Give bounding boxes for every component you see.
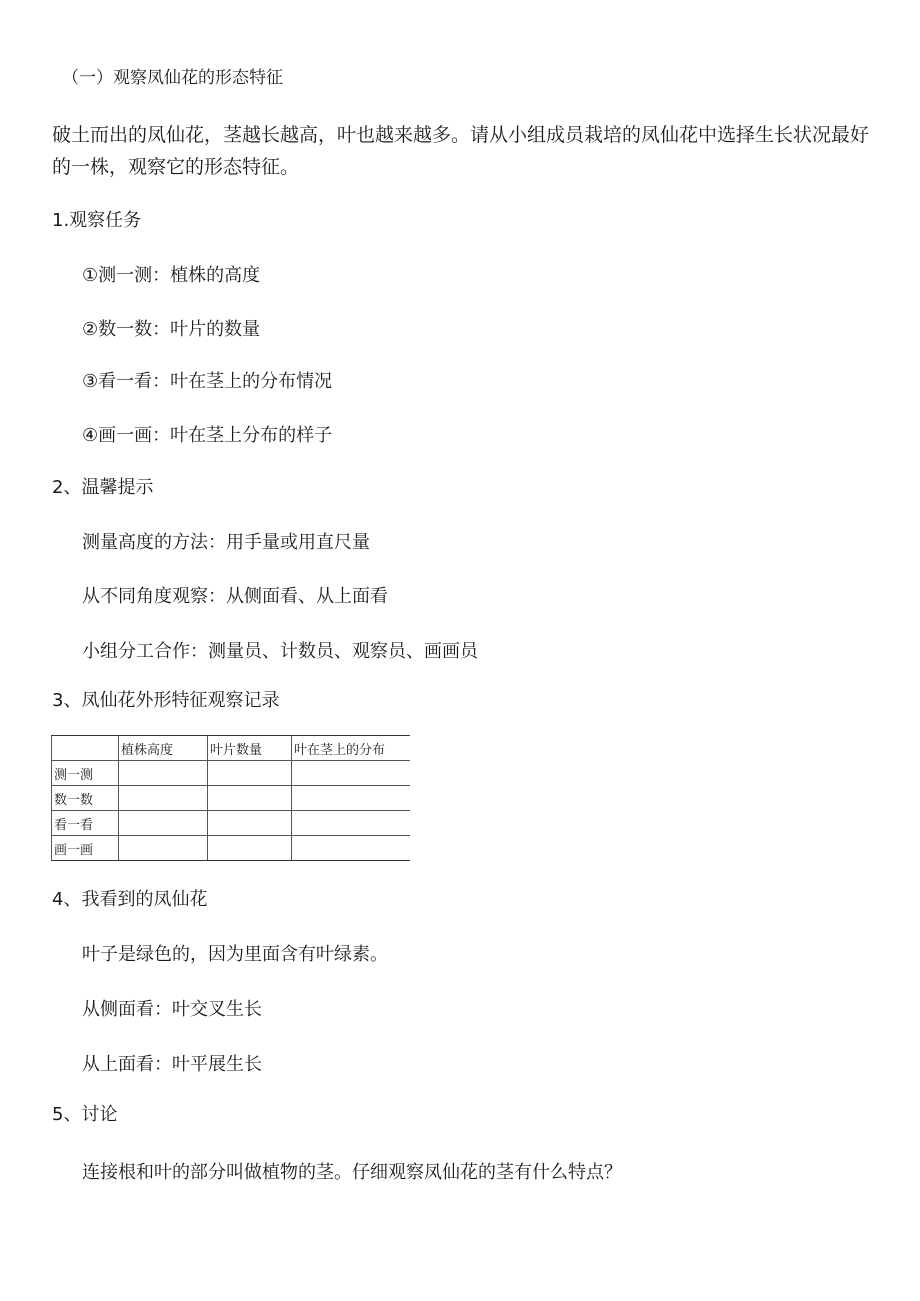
- observation-record-table: [51, 735, 410, 861]
- table-header-cell: [52, 736, 119, 761]
- section-heading-seen: 4、我看到的凤仙花: [52, 889, 208, 910]
- table-header-cell: 植株高度: [119, 736, 208, 761]
- table-row-label: 测一测: [52, 761, 119, 786]
- table-cell: [292, 786, 410, 811]
- task-item: ③看一看：叶在茎上的分布情况: [82, 371, 333, 392]
- section-heading-tasks: 1.观察任务: [52, 210, 142, 231]
- table-row-label: 看一看: [52, 811, 119, 836]
- discuss-item: 连接根和叶的部分叫做植物的茎。仔细观察凤仙花的茎有什么特点？: [82, 1162, 622, 1183]
- table-cell: [119, 786, 208, 811]
- table-header-row: [52, 736, 410, 761]
- table-row: [52, 786, 410, 811]
- tip-item: 测量高度的方法：用手量或用直尺量: [82, 532, 370, 553]
- table-cell: [208, 836, 292, 861]
- table-cell: [292, 836, 410, 861]
- table-cell: [119, 811, 208, 836]
- table-cell: [208, 786, 292, 811]
- section-heading-discuss: 5、讨论: [52, 1104, 118, 1125]
- table-row-label: 画一画: [52, 836, 119, 861]
- task-item: ②数一数：叶片的数量: [82, 319, 261, 340]
- table-cell: [292, 811, 410, 836]
- table-cell: [119, 761, 208, 786]
- table-header-cell: 叶片数量: [208, 736, 292, 761]
- table-row-label: 数一数: [52, 786, 119, 811]
- seen-item: 从侧面看：叶交叉生长: [82, 999, 262, 1020]
- table-cell: [208, 811, 292, 836]
- table-row: [52, 761, 410, 786]
- intro-paragraph-line-1: 破土而出的凤仙花，茎越长越高，叶也越来越多。请从小组成员栽培的凤仙花中选择生长状况最好: [52, 124, 870, 146]
- section-heading-record: 3、凤仙花外形特征观察记录: [52, 690, 280, 711]
- section-heading-tips: 2、温馨提示: [52, 477, 154, 498]
- table-cell: [208, 761, 292, 786]
- page-title: （一）观察凤仙花的形态特征: [62, 68, 283, 88]
- task-item: ①测一测：植株的高度: [82, 265, 261, 286]
- table-cell: [119, 836, 208, 861]
- seen-item: 叶子是绿色的，因为里面含有叶绿素。: [82, 944, 388, 965]
- table-header-cell: 叶在茎上的分布: [292, 736, 410, 761]
- intro-paragraph-line-2: 的一株，观察它的形态特征。: [52, 156, 300, 178]
- seen-item: 从上面看：叶平展生长: [82, 1054, 262, 1075]
- table-row: [52, 811, 410, 836]
- table-cell: [292, 761, 410, 786]
- table-row: [52, 836, 410, 861]
- tip-item: 小组分工合作：测量员、计数员、观察员、画画员: [82, 641, 478, 662]
- task-item: ④画一画：叶在茎上分布的样子: [82, 425, 333, 446]
- tip-item: 从不同角度观察：从侧面看、从上面看: [82, 586, 388, 607]
